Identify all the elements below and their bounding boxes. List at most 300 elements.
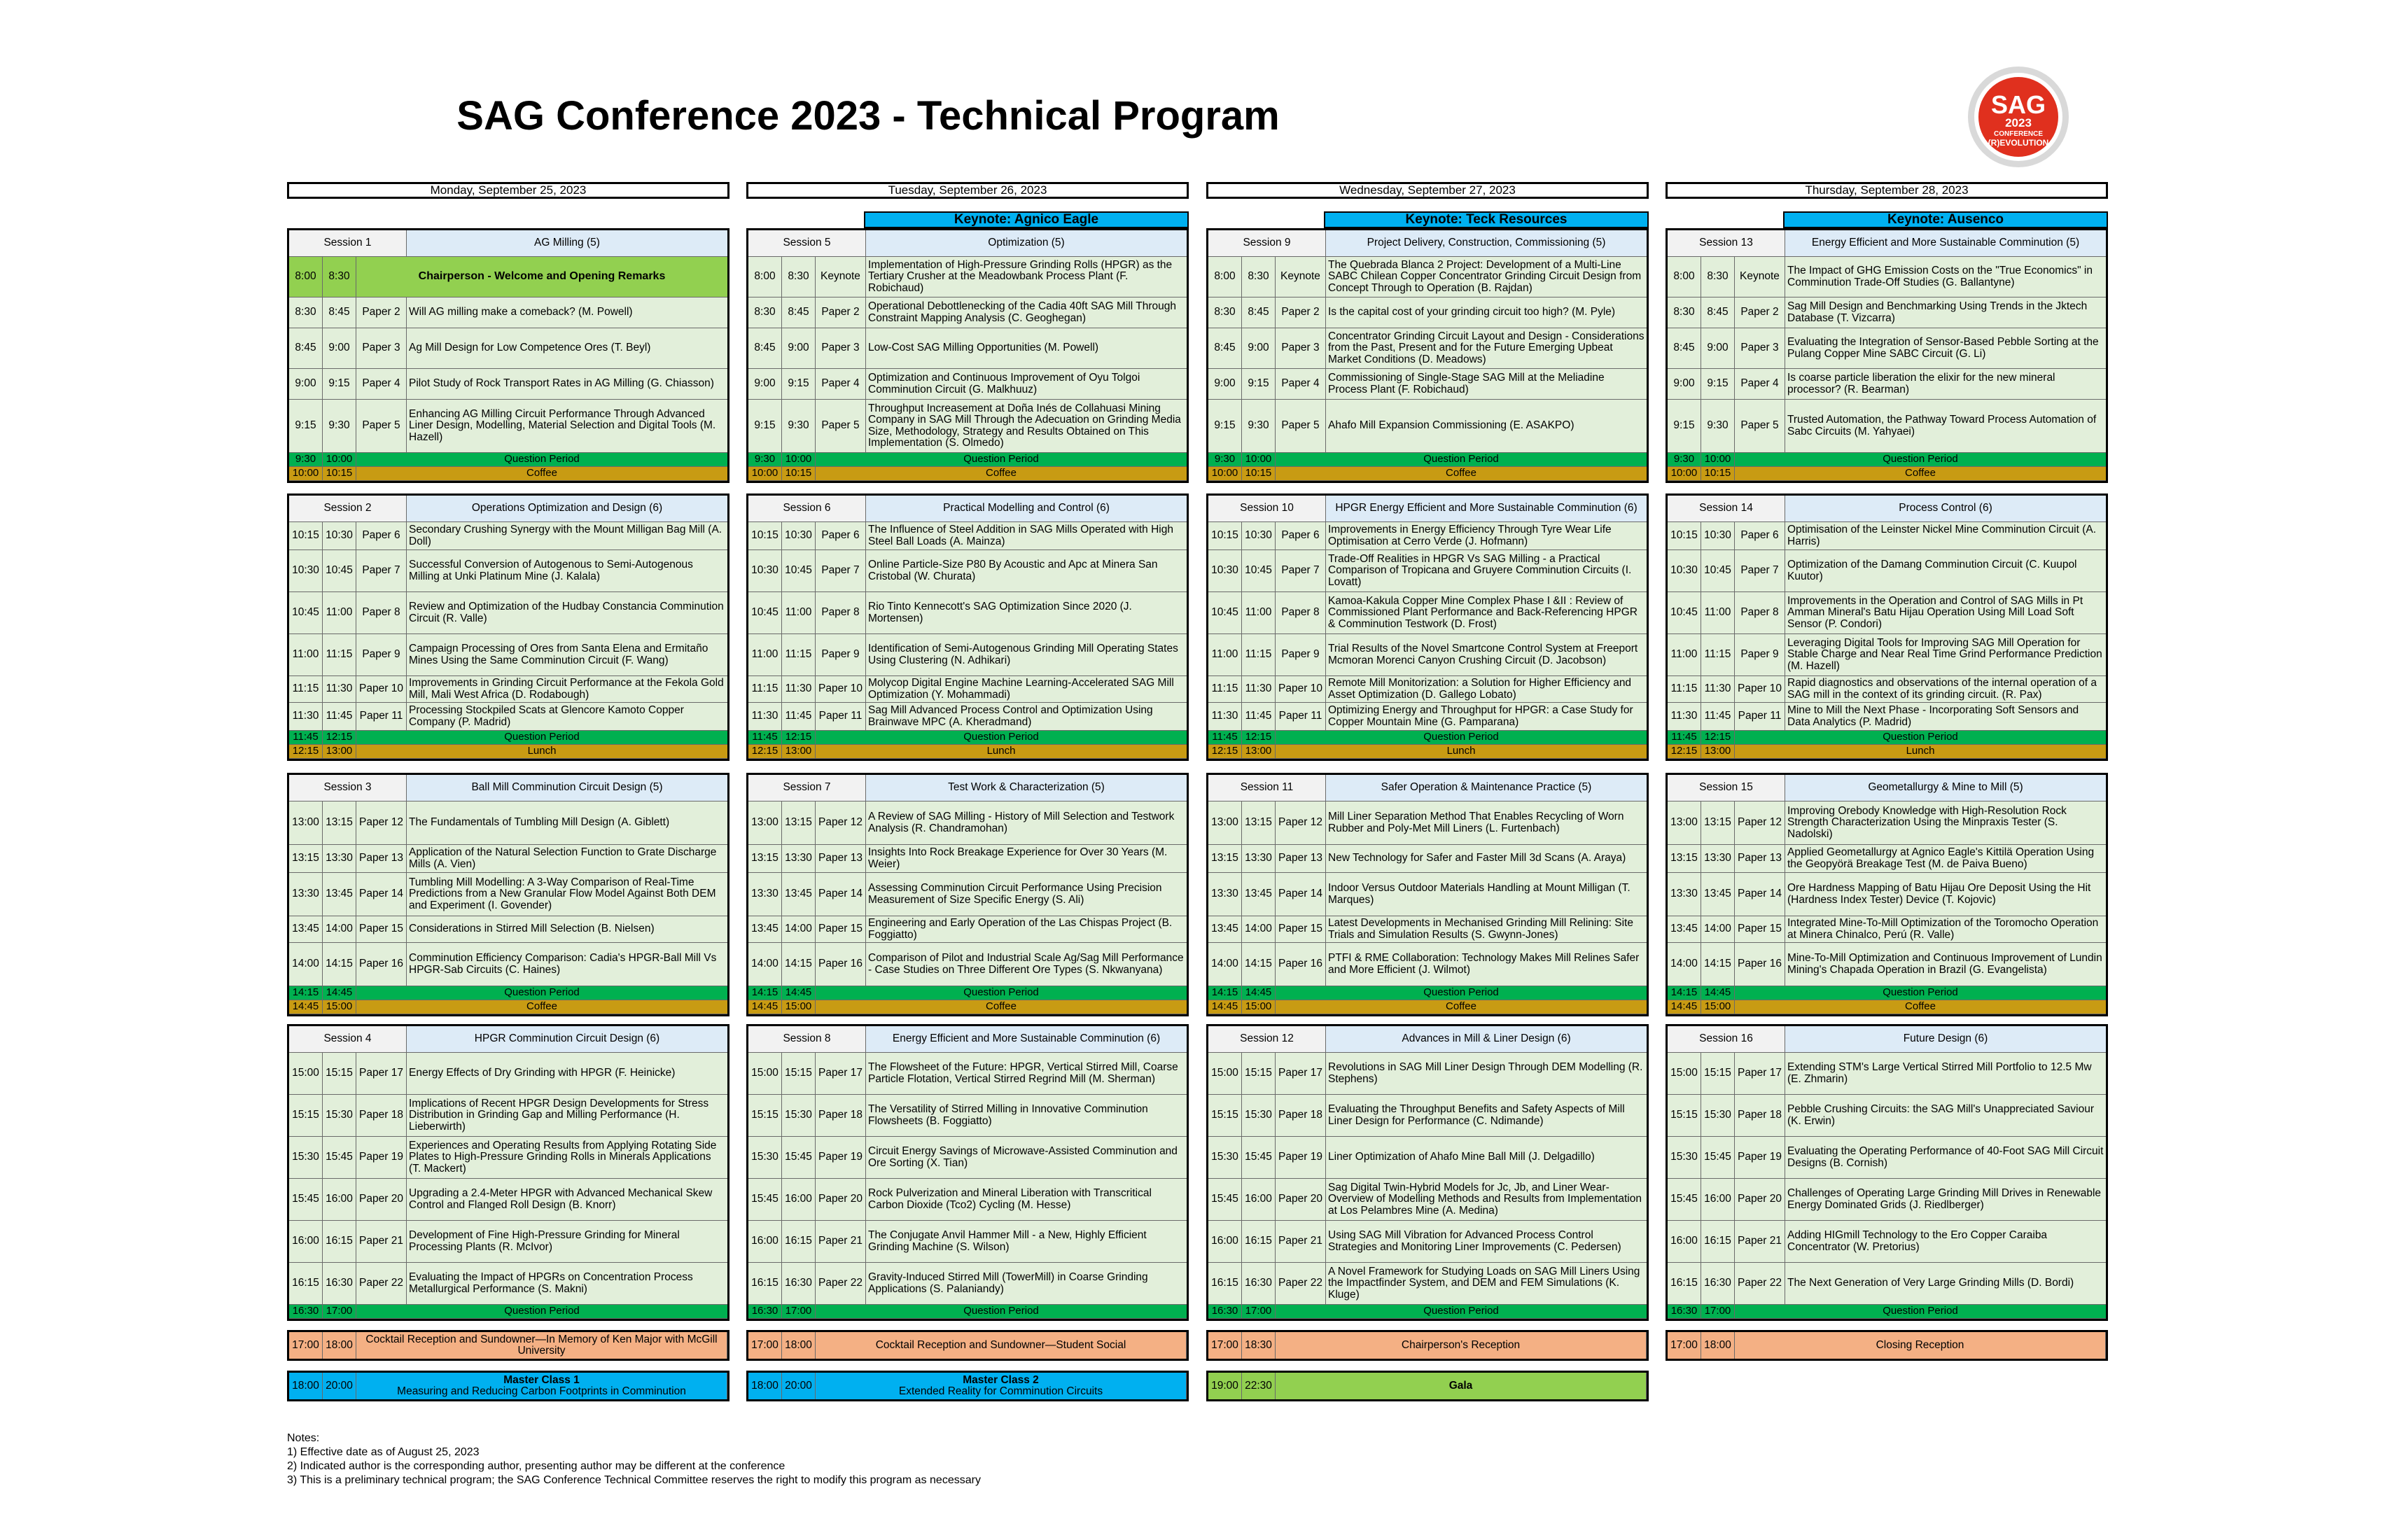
break-row (1208, 467, 1647, 481)
paper-title: New Technology for Safer and Faster Mill 3d Scans (A. Araya) (1328, 852, 1626, 864)
start-time: 13:15 (1208, 845, 1242, 872)
schedule-row (1208, 1221, 1647, 1263)
start-time: 11:00 (1668, 634, 1701, 676)
end-time: 15:45 (782, 1137, 816, 1178)
end-time: 10:00 (782, 453, 816, 466)
start-time: 13:15 (289, 845, 323, 872)
paper-title: Rapid diagnostics and observations of the internal operation of a SAG mill in the context of its grinding circuit. (R. Pax) (1787, 677, 2097, 701)
schedule-row (1208, 369, 1647, 400)
end-time: 18:00 (323, 1332, 356, 1359)
end-time: 13:00 (1242, 745, 1276, 758)
start-time: 15:30 (748, 1137, 782, 1178)
end-time: 12:15 (1242, 731, 1276, 744)
paper-number: Paper 5 (1276, 400, 1326, 452)
reception-row (746, 1330, 1189, 1361)
question-period-row (1208, 731, 1647, 745)
end-time: 10:30 (323, 522, 356, 550)
session-title: HPGR Energy Efficient and More Sustainable Comminution (6) (1326, 496, 1647, 522)
break-label: Question Period (1423, 1305, 1499, 1317)
start-time: 17:00 (289, 1332, 323, 1359)
event-name: Chairperson's Reception (1401, 1338, 1521, 1351)
paper-title: Evaluating the Impact of HPGRs on Concentration Process Metallurgical Performance (S. Makni) (409, 1271, 693, 1295)
paper-number: Paper 14 (356, 873, 407, 916)
start-time: 13:00 (289, 802, 323, 844)
end-time: 13:00 (323, 745, 356, 758)
session-label: Session 7 (748, 775, 866, 801)
break-label: Question Period (1423, 731, 1499, 743)
paper-title: Indoor Versus Outdoor Materials Handling at Mount Milligan (T. Marques) (1328, 882, 1631, 906)
schedule-row (748, 845, 1187, 873)
start-time: 8:00 (748, 257, 782, 297)
paper-title: Comminution Efficiency Comparison: Cadia's HPGR-Ball Mill Vs HPGR-Sab Circuits (C. Haines) (409, 952, 717, 976)
schedule-row (1668, 1053, 2106, 1095)
paper-title: The Versatility of Stirred Milling in Innovative Comminution Flowsheets (B. Foggiatto) (868, 1103, 1148, 1127)
schedule-row (1668, 845, 2106, 873)
break-label: Question Period (963, 453, 1039, 465)
session-title: Energy Efficient and More Sustainable Comminution (6) (866, 1026, 1187, 1052)
end-time: 11:15 (323, 634, 356, 676)
end-time: 10:15 (323, 467, 356, 480)
end-time: 15:15 (1242, 1053, 1276, 1094)
start-time: 14:15 (748, 986, 782, 1000)
paper-title: Development of Fine High-Pressure Grinding for Mineral Processing Plants (R. McIvor) (409, 1229, 680, 1253)
keynote-banner: Keynote: Agnico Eagle (864, 211, 1189, 228)
start-time: 13:30 (748, 873, 782, 916)
schedule-row (748, 1263, 1187, 1305)
end-time: 13:15 (323, 802, 356, 844)
paper-title: Implications of Recent HPGR Design Developments for Stress Distribution in Grinding Gap and Milling Performance (H. Lieberwirth) (409, 1097, 709, 1133)
start-time: 10:15 (1668, 522, 1701, 550)
paper-title: The Fundamentals of Tumbling Mill Design (A. Giblett) (409, 816, 670, 829)
start-time: 9:00 (748, 369, 782, 399)
paper-number: Paper 14 (1276, 873, 1326, 916)
session-header (748, 775, 1187, 802)
session-title: Safer Operation & Maintenance Practice (5) (1326, 775, 1647, 801)
start-time: 10:45 (748, 592, 782, 634)
schedule-row (1208, 257, 1647, 298)
paper-number: Paper 22 (356, 1263, 407, 1304)
paper-number: Paper 9 (1735, 634, 1785, 676)
start-time: 9:00 (1208, 369, 1242, 399)
start-time: 8:30 (1668, 298, 1701, 328)
schedule-row (1208, 676, 1647, 703)
break-label: Question Period (504, 986, 580, 999)
end-time: 18:30 (1242, 1332, 1276, 1359)
start-time: 10:00 (748, 467, 782, 480)
paper-number: Paper 22 (1276, 1263, 1326, 1304)
session-block (1666, 1024, 2108, 1321)
start-time: 9:30 (748, 453, 782, 466)
logo-text-revolution: (R)EVOLUTION (1988, 138, 2049, 148)
end-time: 13:45 (1701, 873, 1735, 916)
break-label: Question Period (1883, 986, 1958, 999)
start-time: 10:45 (1208, 592, 1242, 634)
session-label: Session 8 (748, 1026, 866, 1052)
paper-title: Remote Mill Monitorization: a Solution for Higher Efficiency and Asset Optimization (D. Gallego Lobato) (1328, 677, 1632, 701)
end-time: 10:45 (323, 550, 356, 592)
end-time: 16:15 (323, 1221, 356, 1262)
break-label: Question Period (963, 731, 1039, 743)
paper-title: A Novel Framework for Studying Loads on SAG Mill Liners Using the Impactfinder System, and DEM and FEM Simulations (K. Kluge) (1328, 1265, 1640, 1301)
logo-text-conference: CONFERENCE (1993, 130, 2044, 138)
schedule-row (1668, 676, 2106, 703)
schedule-row (748, 1179, 1187, 1221)
chairperson-row (289, 257, 727, 298)
start-time: 14:45 (289, 1000, 323, 1014)
start-time: 13:30 (1668, 873, 1701, 916)
end-time: 10:15 (1242, 467, 1276, 480)
gala-row (1206, 1371, 1649, 1401)
schedule-row (748, 943, 1187, 986)
end-time: 16:30 (323, 1263, 356, 1304)
end-time: 8:30 (1701, 257, 1735, 297)
start-time: 14:45 (748, 1000, 782, 1014)
question-period-row (1208, 453, 1647, 467)
break-label: Lunch (1446, 745, 1476, 757)
logo-text-sag: SAG (1990, 90, 2046, 119)
break-row (1208, 1000, 1647, 1014)
session-label: Session 12 (1208, 1026, 1326, 1052)
start-time: 10:15 (1208, 522, 1242, 550)
end-time: 10:00 (1242, 453, 1276, 466)
schedule-row (289, 676, 727, 703)
start-time: 15:00 (748, 1053, 782, 1094)
end-time: 8:45 (782, 298, 816, 328)
end-time: 14:45 (1701, 986, 1735, 1000)
schedule-row (1668, 328, 2106, 369)
break-label: Lunch (1906, 745, 1935, 757)
schedule-row (1668, 1179, 2106, 1221)
event-subtitle: Measuring and Reducing Carbon Footprints in Comminution (397, 1385, 686, 1397)
paper-title: The Quebrada Blanca 2 Project: Development of a Multi-Line SABC Chilean Copper Concentrator Grinding Circuit Design from Concept Through to Operation (B. Rajdan) (1328, 258, 1642, 294)
paper-number: Paper 2 (816, 298, 866, 328)
paper-number: Paper 9 (1276, 634, 1326, 676)
paper-title: Energy Effects of Dry Grinding with HPGR (F. Heinicke) (409, 1067, 676, 1079)
schedule-row (748, 400, 1187, 453)
session-label: Session 4 (289, 1026, 407, 1052)
start-time: 9:15 (289, 400, 323, 452)
paper-number: Keynote (1276, 257, 1326, 297)
schedule-row (1208, 802, 1647, 845)
schedule-row (748, 1137, 1187, 1179)
paper-number: Paper 10 (356, 676, 407, 702)
break-row (289, 467, 727, 481)
schedule-row (1208, 873, 1647, 916)
event-name: Master Class 1 (503, 1373, 580, 1386)
schedule-row (1208, 328, 1647, 369)
session-block (1206, 1024, 1649, 1321)
question-period-row (1208, 986, 1647, 1000)
paper-number: Paper 7 (816, 550, 866, 592)
question-period-row (748, 1305, 1187, 1319)
paper-number: Paper 17 (1276, 1053, 1326, 1094)
question-period-row (1668, 453, 2106, 467)
end-time: 8:30 (782, 257, 816, 297)
logo-text-year: 2023 (2005, 116, 2032, 130)
start-time: 13:45 (1668, 916, 1701, 942)
end-time: 15:45 (1701, 1137, 1735, 1178)
schedule-row (289, 592, 727, 634)
reception-row (1206, 1330, 1649, 1361)
paper-title: Gravity-Induced Stirred Mill (TowerMill) in Coarse Grinding Applications (S. Palaniandy) (868, 1271, 1148, 1295)
schedule-row (748, 328, 1187, 369)
paper-number: Paper 19 (1735, 1137, 1785, 1178)
schedule-row (1668, 802, 2106, 845)
schedule-row (1208, 550, 1647, 592)
paper-title: Pebble Crushing Circuits: the SAG Mill's Unappreciated Saviour (K. Erwin) (1787, 1103, 2095, 1127)
paper-number: Paper 7 (356, 550, 407, 592)
session-header (289, 230, 727, 257)
end-time: 15:15 (323, 1053, 356, 1094)
schedule-row (1208, 943, 1647, 986)
break-label: Coffee (526, 467, 557, 479)
paper-title: Campaign Processing of Ores from Santa Elena and Ermitaño Mines Using the Same Comminution Circuit (F. Wang) (409, 643, 708, 666)
schedule-row (1208, 916, 1647, 943)
end-time: 14:15 (1701, 943, 1735, 986)
session-title: AG Milling (5) (407, 230, 727, 256)
end-time: 10:15 (1701, 467, 1735, 480)
session-label: Session 1 (289, 230, 407, 256)
paper-title: Leveraging Digital Tools for Improving SAG Mill Operation for Stable Charge and Near Real Time Grind Performance Prediction (M. Hazell) (1787, 636, 2102, 672)
end-time: 15:30 (1701, 1095, 1735, 1136)
paper-number: Paper 22 (1735, 1263, 1785, 1304)
paper-title: Circuit Energy Savings of Microwave-Assisted Comminution and Ore Sorting (X. Tian) (868, 1145, 1178, 1169)
question-period-row (289, 453, 727, 467)
start-time: 11:15 (1208, 676, 1242, 702)
paper-title: Evaluating the Integration of Sensor-Based Pebble Sorting at the Pulang Copper Mine SABC Circuit (G. Li) (1787, 336, 2099, 360)
session-label: Session 5 (748, 230, 866, 256)
start-time: 14:00 (1208, 943, 1242, 986)
day-header: Thursday, September 28, 2023 (1666, 182, 2108, 199)
break-label: Question Period (504, 731, 580, 743)
paper-title: Trade-Off Realities in HPGR Vs SAG Milling - a Practical Comparison of Tropicana and Gruyere Comminution Circuits (I. Lovatt) (1328, 552, 1632, 588)
paper-title: Secondary Crushing Synergy with the Mount Milligan Bag Mill (A. Doll) (409, 524, 722, 547)
start-time: 11:00 (289, 634, 323, 676)
session-title: Ball Mill Comminution Circuit Design (5) (407, 775, 727, 801)
end-time: 14:45 (782, 986, 816, 1000)
paper-title: Mine to Mill the Next Phase - Incorporating Soft Sensors and Data Analytics (P. Madrid) (1787, 704, 2079, 728)
question-period-row (748, 986, 1187, 1000)
end-time: 17:00 (1242, 1305, 1276, 1318)
paper-number: Paper 3 (1276, 328, 1326, 368)
paper-title: Extending STM's Large Vertical Stirred Mill Portfolio to 12.5 Mw (E. Zhmarin) (1787, 1061, 2092, 1085)
paper-number: Paper 13 (1735, 845, 1785, 872)
paper-title: Molycop Digital Engine Machine Learning-Accelerated SAG Mill Optimization (Y. Mohammadi) (868, 677, 1174, 701)
schedule-row (1208, 1263, 1647, 1305)
paper-number: Paper 5 (356, 400, 407, 452)
break-label: Coffee (1905, 467, 1936, 479)
session-label: Session 10 (1208, 496, 1326, 522)
break-row (1668, 467, 2106, 481)
paper-number: Paper 11 (816, 703, 866, 730)
paper-title: The Conjugate Anvil Hammer Mill - a New, Highly Efficient Grinding Machine (S. Wilson) (868, 1229, 1147, 1253)
master-class-row (287, 1371, 729, 1401)
paper-number: Paper 17 (1735, 1053, 1785, 1094)
start-time: 16:15 (748, 1263, 782, 1304)
schedule-row (289, 1263, 727, 1305)
session-label: Session 15 (1668, 775, 1785, 801)
schedule-row (748, 1095, 1187, 1137)
start-time: 11:45 (289, 731, 323, 744)
paper-number: Paper 8 (1276, 592, 1326, 634)
end-time: 8:30 (323, 257, 356, 297)
end-time: 18:00 (782, 1332, 816, 1359)
schedule-row (289, 1137, 727, 1179)
schedule-row (289, 845, 727, 873)
start-time: 17:00 (748, 1332, 782, 1359)
paper-number: Paper 13 (1276, 845, 1326, 872)
event-title (816, 1373, 1187, 1399)
start-time: 8:45 (289, 328, 323, 368)
start-time: 10:45 (289, 592, 323, 634)
end-time: 13:00 (1701, 745, 1735, 758)
paper-title: Mine-To-Mill Optimization and Continuous Improvement of Lundin Mining's Chapada Operation in Brazil (G. Evangelista) (1787, 952, 2102, 976)
end-time: 11:00 (782, 592, 816, 634)
paper-number: Paper 11 (1276, 703, 1326, 730)
start-time: 13:45 (748, 916, 782, 942)
paper-title: Trusted Automation, the Pathway Toward Process Automation of Sabc Circuits (M. Yahyaei) (1787, 414, 2097, 438)
paper-title: Sag Digital Twin-Hybrid Models for Jc, Jb, and Liner Wear-Overview of Modelling Methods and Results from Implementation at Los Pelambres Mine (A. Medina) (1328, 1181, 1642, 1217)
start-time: 15:30 (289, 1137, 323, 1178)
end-time: 9:30 (1242, 400, 1276, 452)
end-time: 14:00 (782, 916, 816, 942)
paper-title: Rock Pulverization and Mineral Liberation with Transcritical Carbon Dioxide (Tco2) Cycling (M. Hesse) (868, 1187, 1152, 1211)
paper-number: Paper 4 (1276, 369, 1326, 399)
start-time: 18:00 (289, 1373, 323, 1399)
paper-title: Operational Debottlenecking of the Cadia 40ft SAG Mill Through Constraint Mapping Analysis (C. Geoghegan) (868, 300, 1176, 324)
schedule-row (748, 802, 1187, 845)
end-time: 11:00 (323, 592, 356, 634)
end-time: 12:15 (782, 731, 816, 744)
session-header (1668, 775, 2106, 802)
start-time: 9:00 (289, 369, 323, 399)
end-time: 13:30 (323, 845, 356, 872)
end-time: 13:45 (782, 873, 816, 916)
break-row (1208, 745, 1647, 759)
paper-title: Enhancing AG Milling Circuit Performance Through Advanced Liner Design, Modelling, Material Selection and Digital Tools (M. Hazell) (409, 407, 716, 443)
paper-number: Paper 10 (1276, 676, 1326, 702)
start-time: 15:00 (1208, 1053, 1242, 1094)
start-time: 10:30 (289, 550, 323, 592)
start-time: 9:15 (1208, 400, 1242, 452)
session-header (1208, 496, 1647, 522)
schedule-row (1668, 298, 2106, 328)
session-header (748, 230, 1187, 257)
schedule-row (1668, 943, 2106, 986)
start-time: 10:45 (1668, 592, 1701, 634)
schedule-row (289, 550, 727, 592)
session-block (1666, 773, 2108, 1016)
paper-title: Experiences and Operating Results from Applying Rotating Side Plates to High-Pressure Grinding Rolls in Minerals Applications (T. Mackert) (409, 1139, 717, 1175)
paper-title: Concentrator Grinding Circuit Layout and Design - Considerations from the Past, Present and for the Future Emerging Upbeat Market Conditions (D. Meadows) (1328, 330, 1645, 365)
break-label: Question Period (963, 1305, 1039, 1317)
paper-number: Paper 18 (816, 1095, 866, 1136)
schedule-row (1668, 1137, 2106, 1179)
paper-title: Commissioning of Single-Stage SAG Mill at the Meliadine Process Plant (F. Robichaud) (1328, 372, 1605, 396)
session-block (1206, 228, 1649, 483)
end-time: 11:30 (782, 676, 816, 702)
paper-number: Paper 19 (356, 1137, 407, 1178)
paper-title: Liner Optimization of Ahafo Mine Ball Mill (J. Delgadillo) (1328, 1151, 1595, 1163)
break-label: Question Period (1883, 1305, 1958, 1317)
session-title: Process Control (6) (1785, 496, 2106, 522)
schedule-row (289, 1095, 727, 1137)
paper-title: Evaluating the Operating Performance of 40-Foot SAG Mill Circuit Designs (B. Cornish) (1787, 1145, 2104, 1169)
paper-number: Paper 18 (356, 1095, 407, 1136)
schedule-row (289, 873, 727, 916)
paper-number: Paper 10 (816, 676, 866, 702)
paper-number: Paper 12 (1276, 802, 1326, 844)
start-time: 16:00 (1668, 1221, 1701, 1262)
paper-number: Paper 15 (816, 916, 866, 942)
end-time: 20:00 (323, 1373, 356, 1399)
paper-number: Paper 20 (1735, 1179, 1785, 1220)
paper-number: Paper 16 (1735, 943, 1785, 986)
break-label: Coffee (1905, 1000, 1936, 1013)
start-time: 16:15 (1208, 1263, 1242, 1304)
start-time: 8:45 (1208, 328, 1242, 368)
start-time: 9:00 (1668, 369, 1701, 399)
paper-title: The Flowsheet of the Future: HPGR, Vertical Stirred Mill, Coarse Particle Flotation, Vertical Stirred Regrind Mill (M. Sherman) (868, 1061, 1178, 1085)
break-label: Question Period (504, 1305, 580, 1317)
paper-title: Application of the Natural Selection Function to Grate Discharge Mills (A. Vien) (409, 846, 717, 870)
paper-number: Paper 21 (1276, 1221, 1326, 1262)
paper-number: Paper 17 (356, 1053, 407, 1094)
start-time: 9:15 (748, 400, 782, 452)
end-time: 14:15 (1242, 943, 1276, 986)
break-label: Lunch (986, 745, 1016, 757)
schedule-row (1668, 257, 2106, 298)
schedule-row (289, 634, 727, 676)
schedule-row (1668, 1263, 2106, 1305)
session-header (1668, 1026, 2106, 1053)
session-header (1668, 230, 2106, 257)
end-time: 11:15 (782, 634, 816, 676)
schedule-row (748, 298, 1187, 328)
end-time: 9:30 (323, 400, 356, 452)
start-time: 17:00 (1668, 1332, 1701, 1359)
paper-title: Optimization and Continuous Improvement of Oyu Tolgoi Comminution Circuit (G. Malkhuuz) (868, 372, 1140, 396)
end-time: 13:30 (782, 845, 816, 872)
start-time: 8:30 (1208, 298, 1242, 328)
schedule-row (748, 522, 1187, 550)
paper-title: Applied Geometallurgy at Agnico Eagle's Kittilä Operation Using the Geopyörä Breakage Test (M. de Paiva Bueno) (1787, 846, 2095, 870)
paper-title: The Next Generation of Very Large Grinding Mills (D. Bordi) (1787, 1277, 2074, 1289)
schedule-row (1208, 592, 1647, 634)
end-time: 12:15 (323, 731, 356, 744)
paper-number: Paper 16 (816, 943, 866, 986)
start-time: 15:30 (1668, 1137, 1701, 1178)
paper-title: Pilot Study of Rock Transport Rates in AG Milling (G. Chiasson) (409, 377, 714, 390)
start-time: 13:30 (289, 873, 323, 916)
start-time: 14:15 (1208, 986, 1242, 1000)
session-block (287, 773, 729, 1016)
session-title: Advances in Mill & Liner Design (6) (1326, 1026, 1647, 1052)
paper-number: Paper 11 (356, 703, 407, 730)
schedule-row (289, 369, 727, 400)
start-time: 11:00 (748, 634, 782, 676)
break-row (748, 467, 1187, 481)
paper-number: Paper 3 (816, 328, 866, 368)
start-time: 10:00 (289, 467, 323, 480)
schedule-row (289, 298, 727, 328)
start-time: 8:30 (748, 298, 782, 328)
session-block (746, 773, 1189, 1016)
start-time: 14:45 (1208, 1000, 1242, 1014)
break-row (1668, 1000, 2106, 1014)
paper-number: Paper 7 (1735, 550, 1785, 592)
schedule-row (1668, 369, 2106, 400)
